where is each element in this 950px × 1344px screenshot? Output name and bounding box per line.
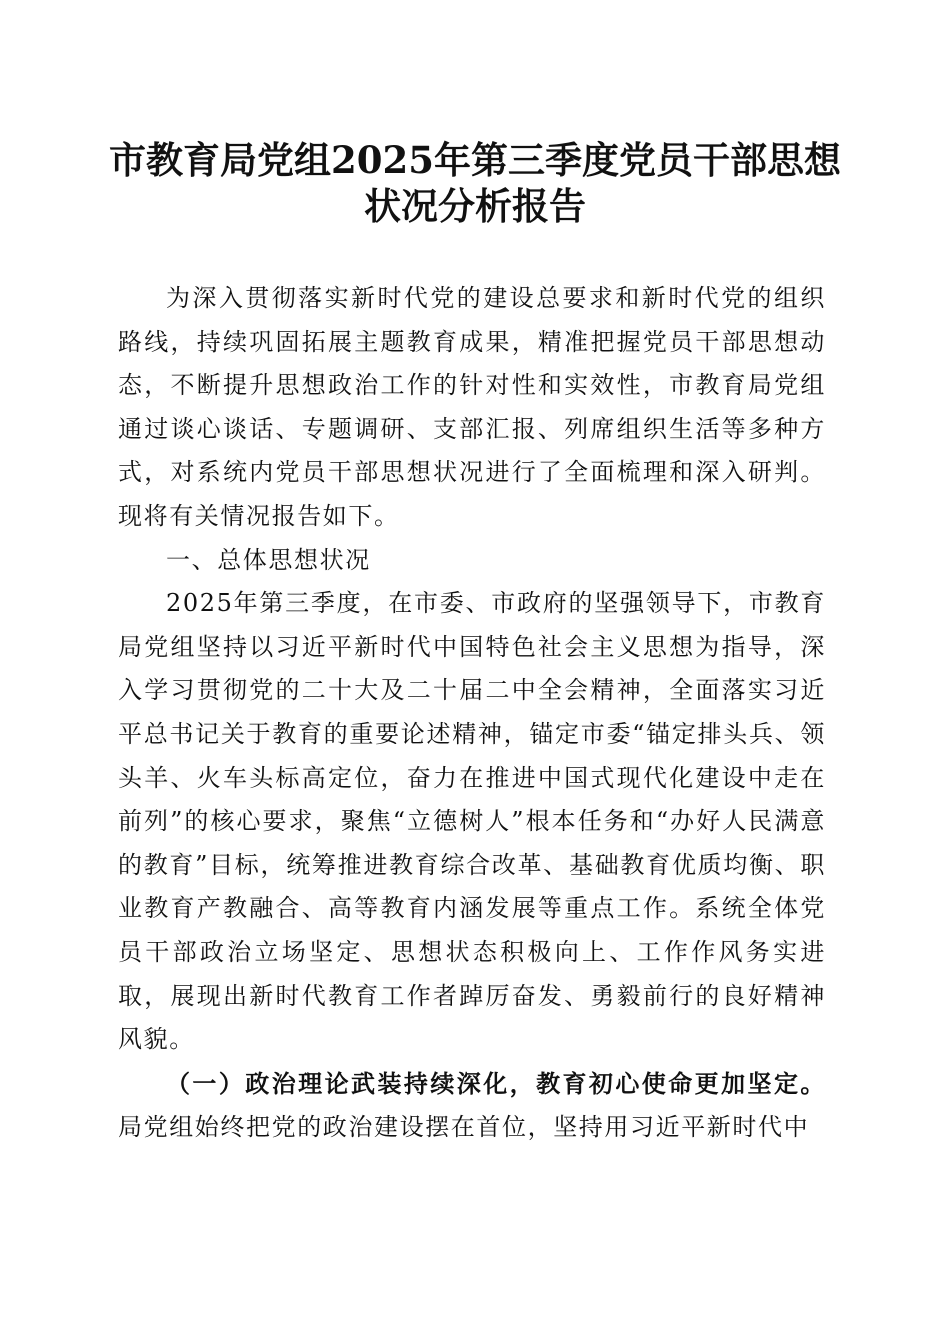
subsection-1-text: 局党组始终把党的政治建设摆在首位，坚持用习近平新时代中 [118, 1113, 810, 1142]
subsection-1-heading: （一）政治理论武装持续深化，教育初心使命更加坚定。 [166, 1068, 826, 1098]
document-title-line-1: 市教育局党组2025年第三季度党员干部思想 [109, 138, 841, 182]
section-1-paragraph: 2025年第三季度，在市委、市政府的坚强领导下，市教育局党组坚持以习近平新时代中国特色社会主义思想为指导，深入学习贯彻党的二十大及二十届二中全会精神，全面落实习近平总书记关于教育的重要论述精神，锚定市委“锚定排头兵、领头羊、火车头标高定位，奋力在推进中国式现代化建设中走在前列”的核心要求，聚焦“立德树人”根本任务和“办好人民满意的教育”目标，统筹推进教育综合改革、基础教育优质均衡、职业教育产教融合、高等教育内涵发展等重点工作。系统全体党员干部政治立场坚定、思想状态积极向上、工作作风务实进取，展现出新时代教育工作者踔厉奋发、勇毅前行的良好精神风貌。 [118, 589, 826, 1054]
intro-paragraph: 为深入贯彻落实新时代党的建设总要求和新时代党的组织路线，持续巩固拓展主题教育成果，精准把握党员干部思想动态，不断提升思想政治工作的针对性和实效性，市教育局党组通过谈心谈话、专题调研、支部汇报、列席组织生活等多种方式，对系统内党员干部思想状况进行了全面梳理和深入研判。现将有关情况报告如下。 [118, 284, 826, 530]
subsection-1-paragraph [118, 1062, 826, 1150]
document-body [118, 277, 826, 1150]
section-1-heading: 一、总体思想状况 [166, 545, 371, 574]
document-title-line-2: 状况分析报告 [364, 184, 586, 228]
